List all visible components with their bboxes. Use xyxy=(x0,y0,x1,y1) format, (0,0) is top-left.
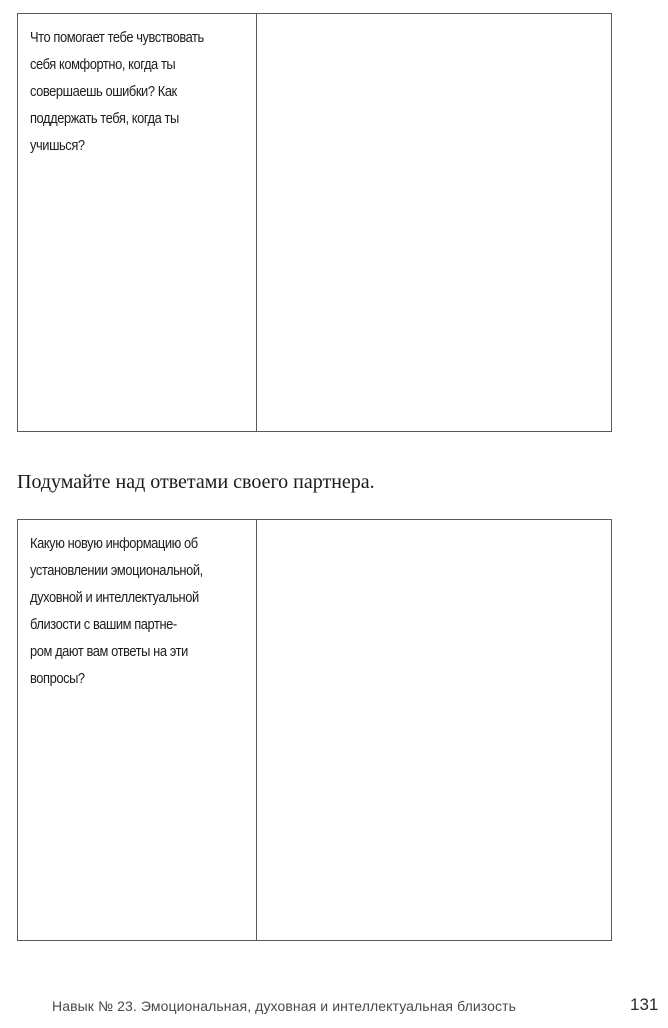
question-cell xyxy=(18,14,257,431)
answer-cell[interactable] xyxy=(257,520,611,940)
worksheet-table-2 xyxy=(17,519,612,941)
answer-cell[interactable] xyxy=(257,14,611,431)
instruction-text: Подумайте над ответами своего партнера. xyxy=(17,471,375,493)
question-cell xyxy=(18,520,257,940)
worksheet-table-1 xyxy=(17,13,612,432)
page-number: 131 xyxy=(630,995,659,1014)
question-text: Что помогает тебе чувствовать себя комфортно, когда ты совершаешь ошибки? Как поддержать тебя, когда ты учишься? xyxy=(30,29,204,154)
page-footer-chapter: Навык № 23. Эмоциональная, духовная и интеллектуальная близость xyxy=(52,998,517,1014)
question-text: Какую новую информацию об установлении эмоциональной, духовной и интеллектуальной близости с вашим партне- ром дают вам ответы на эти вопросы? xyxy=(30,535,203,687)
